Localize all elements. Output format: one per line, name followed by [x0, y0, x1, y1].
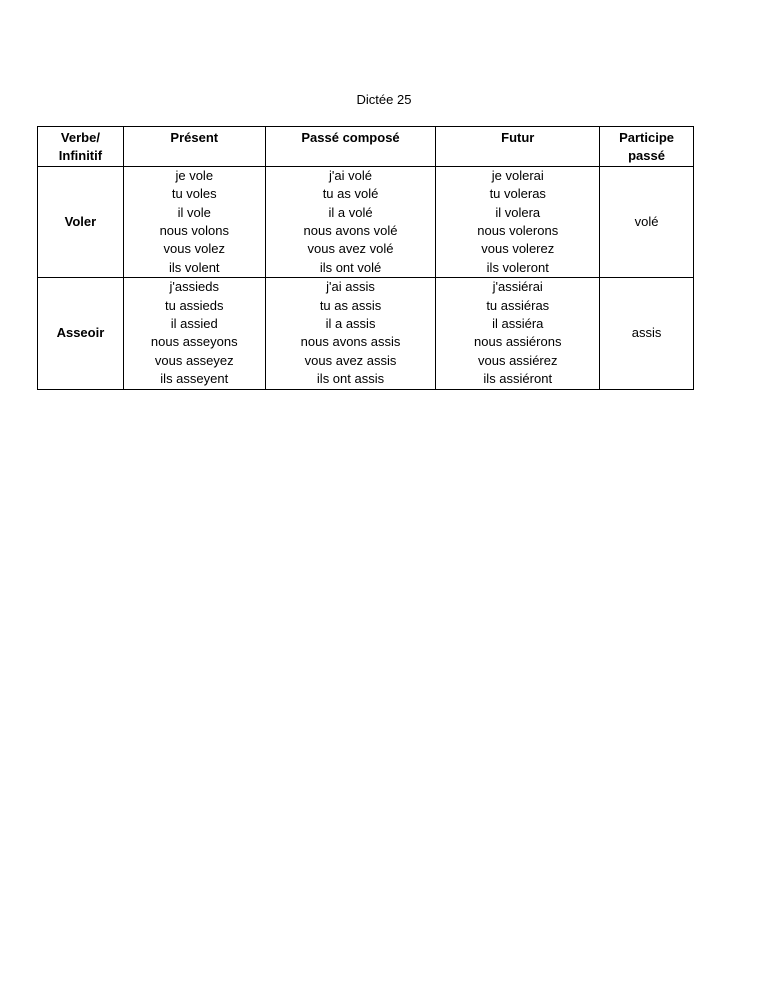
header-verb-line1: Verbe/ — [60, 130, 100, 145]
conjugation-line: j'assiérai — [492, 279, 543, 295]
conjugation-line: ils asseyent — [160, 371, 229, 387]
header-participe-line2: passé — [628, 148, 665, 164]
conjugation-line: il a volé — [328, 204, 373, 220]
conjugation-line: vous volez — [163, 241, 225, 257]
conjugation-line: tu as volé — [322, 186, 379, 202]
conjugation-line: il volera — [495, 204, 541, 220]
verb-cell: Voler — [38, 166, 124, 277]
conjugation-line: vous assiérez — [478, 352, 558, 368]
conjugation-table — [37, 126, 694, 390]
verb-cell: Asseoir — [38, 278, 124, 389]
header-verb-line2: Infinitif — [58, 148, 103, 164]
participe-cell: assis — [600, 278, 694, 389]
header-row — [38, 127, 694, 167]
header-passe-compose: Passé composé — [265, 127, 436, 167]
conjugation-line: tu assieds — [164, 297, 224, 313]
conjugation-line: nous asseyons — [150, 334, 238, 350]
conjugation-line: nous avons assis — [300, 334, 401, 350]
passe-compose-cell — [265, 278, 436, 389]
conjugation-line: j'ai assis — [326, 279, 375, 295]
header-futur: Futur — [436, 127, 600, 167]
header-participe-line1: Participe — [619, 130, 675, 145]
conjugation-line: vous avez volé — [307, 241, 394, 257]
conjugation-line: tu as assis — [319, 297, 382, 313]
conjugation-line: ils assiéront — [483, 371, 553, 387]
conjugation-line: ils voleront — [486, 259, 549, 275]
conjugation-line: tu voleras — [489, 186, 546, 202]
conjugation-line: nous volerons — [477, 223, 559, 239]
conjugation-line: nous volons — [159, 223, 229, 239]
conjugation-line: nous avons volé — [303, 223, 398, 239]
conjugation-line: je vole — [175, 167, 214, 183]
present-cell — [123, 166, 265, 277]
futur-cell — [436, 278, 600, 389]
conjugation-line: il assied — [170, 316, 218, 332]
conjugation-line: tu assiéras — [486, 297, 550, 313]
present-cell — [123, 278, 265, 389]
document-title: Dictée 25 — [356, 92, 412, 107]
conjugation-line: nous assiérons — [474, 334, 562, 350]
table-row-voler — [38, 166, 694, 277]
header-verb — [38, 127, 124, 167]
conjugation-line: vous asseyez — [154, 352, 234, 368]
conjugation-line: je volerai — [491, 167, 544, 183]
passe-compose-cell — [265, 166, 436, 277]
conjugation-line: tu voles — [171, 186, 217, 202]
futur-cell — [436, 166, 600, 277]
table-row-asseoir — [38, 278, 694, 389]
conjugation-line: il assiéra — [492, 316, 544, 332]
header-present: Présent — [123, 127, 265, 167]
conjugation-line: ils volent — [168, 259, 220, 275]
header-participe — [600, 127, 694, 167]
conjugation-line: vous avez assis — [304, 352, 397, 368]
conjugation-line: il a assis — [325, 316, 376, 332]
conjugation-line: ils ont assis — [316, 371, 385, 387]
conjugation-line: vous volerez — [481, 241, 555, 257]
participe-cell: volé — [600, 166, 694, 277]
conjugation-line: ils ont volé — [319, 259, 382, 275]
conjugation-line: j'assieds — [169, 279, 219, 295]
conjugation-line: j'ai volé — [329, 167, 372, 183]
conjugation-line: il vole — [177, 204, 211, 220]
